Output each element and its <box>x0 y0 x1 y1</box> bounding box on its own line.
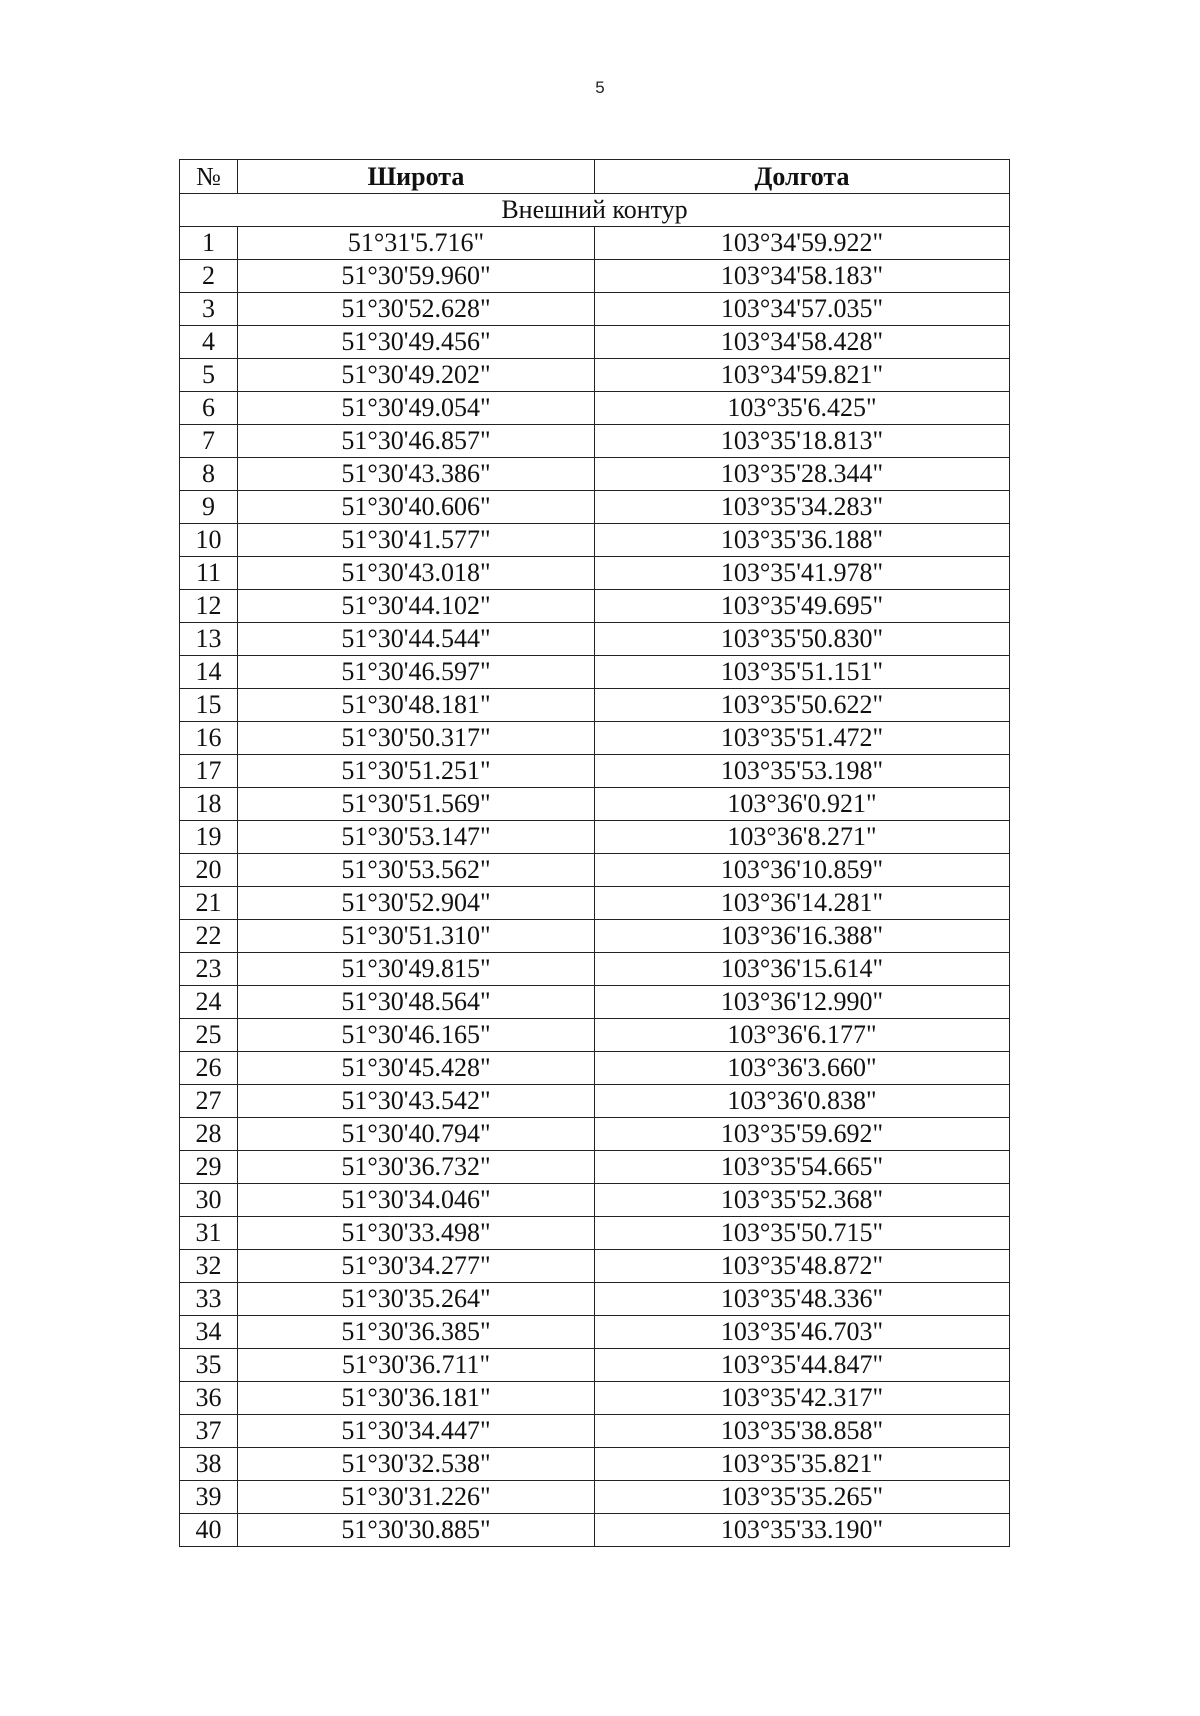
row-number: 23 <box>180 953 238 986</box>
table-row <box>180 1184 1010 1217</box>
table-row <box>180 986 1010 1019</box>
section-row <box>180 194 1010 227</box>
row-number: 19 <box>180 821 238 854</box>
longitude-cell: 103°35'6.425" <box>595 392 1010 425</box>
longitude-cell: 103°34'58.183" <box>595 260 1010 293</box>
row-number: 40 <box>180 1514 238 1547</box>
table-row <box>180 1448 1010 1481</box>
table-row <box>180 1481 1010 1514</box>
longitude-cell: 103°34'58.428" <box>595 326 1010 359</box>
row-number: 30 <box>180 1184 238 1217</box>
table-row <box>180 1382 1010 1415</box>
row-number: 32 <box>180 1250 238 1283</box>
longitude-cell: 103°35'35.821" <box>595 1448 1010 1481</box>
table-row <box>180 887 1010 920</box>
latitude-cell: 51°30'36.181" <box>238 1382 595 1415</box>
longitude-cell: 103°34'59.821" <box>595 359 1010 392</box>
table-row <box>180 788 1010 821</box>
longitude-cell: 103°36'15.614" <box>595 953 1010 986</box>
longitude-cell: 103°35'36.188" <box>595 524 1010 557</box>
longitude-cell: 103°35'53.198" <box>595 755 1010 788</box>
table-row <box>180 1349 1010 1382</box>
longitude-cell: 103°35'46.703" <box>595 1316 1010 1349</box>
latitude-cell: 51°30'33.498" <box>238 1217 595 1250</box>
longitude-cell: 103°34'57.035" <box>595 293 1010 326</box>
table-body <box>180 194 1010 1547</box>
table-row <box>180 590 1010 623</box>
row-number: 21 <box>180 887 238 920</box>
longitude-cell: 103°35'38.858" <box>595 1415 1010 1448</box>
longitude-cell: 103°35'48.336" <box>595 1283 1010 1316</box>
table-row <box>180 656 1010 689</box>
latitude-cell: 51°30'44.544" <box>238 623 595 656</box>
latitude-cell: 51°30'46.857" <box>238 425 595 458</box>
table-row <box>180 227 1010 260</box>
latitude-cell: 51°30'46.165" <box>238 1019 595 1052</box>
latitude-cell: 51°30'41.577" <box>238 524 595 557</box>
table-row <box>180 1250 1010 1283</box>
section-title: Внешний контур <box>180 194 1010 227</box>
table-row <box>180 1316 1010 1349</box>
latitude-cell: 51°31'5.716" <box>238 227 595 260</box>
latitude-cell: 51°30'53.562" <box>238 854 595 887</box>
table-row <box>180 557 1010 590</box>
latitude-cell: 51°30'36.711" <box>238 1349 595 1382</box>
latitude-cell: 51°30'59.960" <box>238 260 595 293</box>
latitude-cell: 51°30'44.102" <box>238 590 595 623</box>
latitude-cell: 51°30'43.018" <box>238 557 595 590</box>
row-number: 18 <box>180 788 238 821</box>
row-number: 8 <box>180 458 238 491</box>
latitude-cell: 51°30'49.456" <box>238 326 595 359</box>
latitude-cell: 51°30'51.310" <box>238 920 595 953</box>
latitude-cell: 51°30'46.597" <box>238 656 595 689</box>
latitude-cell: 51°30'51.251" <box>238 755 595 788</box>
longitude-cell: 103°35'28.344" <box>595 458 1010 491</box>
row-number: 33 <box>180 1283 238 1316</box>
table-row <box>180 326 1010 359</box>
longitude-cell: 103°36'0.921" <box>595 788 1010 821</box>
latitude-cell: 51°30'49.202" <box>238 359 595 392</box>
latitude-cell: 51°30'36.732" <box>238 1151 595 1184</box>
row-number: 4 <box>180 326 238 359</box>
page-number: 5 <box>595 78 605 97</box>
longitude-cell: 103°36'3.660" <box>595 1052 1010 1085</box>
table-row <box>180 722 1010 755</box>
latitude-cell: 51°30'48.181" <box>238 689 595 722</box>
latitude-cell: 51°30'51.569" <box>238 788 595 821</box>
latitude-cell: 51°30'48.564" <box>238 986 595 1019</box>
longitude-cell: 103°36'12.990" <box>595 986 1010 1019</box>
row-number: 16 <box>180 722 238 755</box>
latitude-cell: 51°30'40.794" <box>238 1118 595 1151</box>
latitude-cell: 51°30'49.054" <box>238 392 595 425</box>
row-number: 35 <box>180 1349 238 1382</box>
row-number: 13 <box>180 623 238 656</box>
row-number: 29 <box>180 1151 238 1184</box>
longitude-cell: 103°35'50.622" <box>595 689 1010 722</box>
table-row <box>180 425 1010 458</box>
row-number: 20 <box>180 854 238 887</box>
table-row <box>180 260 1010 293</box>
latitude-cell: 51°30'31.226" <box>238 1481 595 1514</box>
coordinates-table <box>179 159 1010 1547</box>
latitude-cell: 51°30'45.428" <box>238 1052 595 1085</box>
latitude-cell: 51°30'50.317" <box>238 722 595 755</box>
latitude-cell: 51°30'43.542" <box>238 1085 595 1118</box>
row-number: 10 <box>180 524 238 557</box>
longitude-cell: 103°35'51.472" <box>595 722 1010 755</box>
longitude-cell: 103°35'48.872" <box>595 1250 1010 1283</box>
row-number: 27 <box>180 1085 238 1118</box>
table-row <box>180 953 1010 986</box>
longitude-cell: 103°36'10.859" <box>595 854 1010 887</box>
header-longitude: Долгота <box>595 160 1010 194</box>
latitude-cell: 51°30'52.904" <box>238 887 595 920</box>
row-number: 9 <box>180 491 238 524</box>
table-row <box>180 392 1010 425</box>
table-row <box>180 1118 1010 1151</box>
row-number: 37 <box>180 1415 238 1448</box>
longitude-cell: 103°35'42.317" <box>595 1382 1010 1415</box>
latitude-cell: 51°30'34.447" <box>238 1415 595 1448</box>
row-number: 1 <box>180 227 238 260</box>
table-row <box>180 1283 1010 1316</box>
table-row <box>180 359 1010 392</box>
table-row <box>180 458 1010 491</box>
row-number: 14 <box>180 656 238 689</box>
longitude-cell: 103°36'8.271" <box>595 821 1010 854</box>
table-row <box>180 854 1010 887</box>
row-number: 22 <box>180 920 238 953</box>
row-number: 36 <box>180 1382 238 1415</box>
table-row <box>180 1514 1010 1547</box>
longitude-cell: 103°35'33.190" <box>595 1514 1010 1547</box>
table-row <box>180 1019 1010 1052</box>
row-number: 5 <box>180 359 238 392</box>
table-row <box>180 920 1010 953</box>
latitude-cell: 51°30'36.385" <box>238 1316 595 1349</box>
longitude-cell: 103°35'49.695" <box>595 590 1010 623</box>
row-number: 7 <box>180 425 238 458</box>
row-number: 17 <box>180 755 238 788</box>
latitude-cell: 51°30'49.815" <box>238 953 595 986</box>
longitude-cell: 103°35'54.665" <box>595 1151 1010 1184</box>
longitude-cell: 103°35'35.265" <box>595 1481 1010 1514</box>
latitude-cell: 51°30'34.046" <box>238 1184 595 1217</box>
longitude-cell: 103°35'59.692" <box>595 1118 1010 1151</box>
row-number: 11 <box>180 557 238 590</box>
table-header-row <box>180 160 1010 194</box>
row-number: 15 <box>180 689 238 722</box>
latitude-cell: 51°30'40.606" <box>238 491 595 524</box>
longitude-cell: 103°36'0.838" <box>595 1085 1010 1118</box>
longitude-cell: 103°35'44.847" <box>595 1349 1010 1382</box>
table-row <box>180 293 1010 326</box>
longitude-cell: 103°36'6.177" <box>595 1019 1010 1052</box>
row-number: 3 <box>180 293 238 326</box>
table-row <box>180 1085 1010 1118</box>
row-number: 34 <box>180 1316 238 1349</box>
row-number: 2 <box>180 260 238 293</box>
longitude-cell: 103°35'18.813" <box>595 425 1010 458</box>
table-row <box>180 524 1010 557</box>
longitude-cell: 103°36'16.388" <box>595 920 1010 953</box>
latitude-cell: 51°30'32.538" <box>238 1448 595 1481</box>
table-row <box>180 689 1010 722</box>
latitude-cell: 51°30'35.264" <box>238 1283 595 1316</box>
longitude-cell: 103°35'34.283" <box>595 491 1010 524</box>
row-number: 28 <box>180 1118 238 1151</box>
longitude-cell: 103°35'50.830" <box>595 623 1010 656</box>
latitude-cell: 51°30'43.386" <box>238 458 595 491</box>
header-latitude: Широта <box>238 160 595 194</box>
table-row <box>180 755 1010 788</box>
row-number: 31 <box>180 1217 238 1250</box>
row-number: 12 <box>180 590 238 623</box>
latitude-cell: 51°30'34.277" <box>238 1250 595 1283</box>
longitude-cell: 103°35'51.151" <box>595 656 1010 689</box>
latitude-cell: 51°30'53.147" <box>238 821 595 854</box>
header-number: № <box>180 160 238 194</box>
longitude-cell: 103°35'52.368" <box>595 1184 1010 1217</box>
table-row <box>180 1052 1010 1085</box>
row-number: 25 <box>180 1019 238 1052</box>
table-row <box>180 1151 1010 1184</box>
longitude-cell: 103°34'59.922" <box>595 227 1010 260</box>
longitude-cell: 103°35'50.715" <box>595 1217 1010 1250</box>
table-row <box>180 491 1010 524</box>
table-row <box>180 1415 1010 1448</box>
longitude-cell: 103°36'14.281" <box>595 887 1010 920</box>
table-row <box>180 821 1010 854</box>
row-number: 39 <box>180 1481 238 1514</box>
longitude-cell: 103°35'41.978" <box>595 557 1010 590</box>
row-number: 24 <box>180 986 238 1019</box>
row-number: 38 <box>180 1448 238 1481</box>
table-row <box>180 623 1010 656</box>
row-number: 6 <box>180 392 238 425</box>
latitude-cell: 51°30'30.885" <box>238 1514 595 1547</box>
latitude-cell: 51°30'52.628" <box>238 293 595 326</box>
row-number: 26 <box>180 1052 238 1085</box>
table-row <box>180 1217 1010 1250</box>
